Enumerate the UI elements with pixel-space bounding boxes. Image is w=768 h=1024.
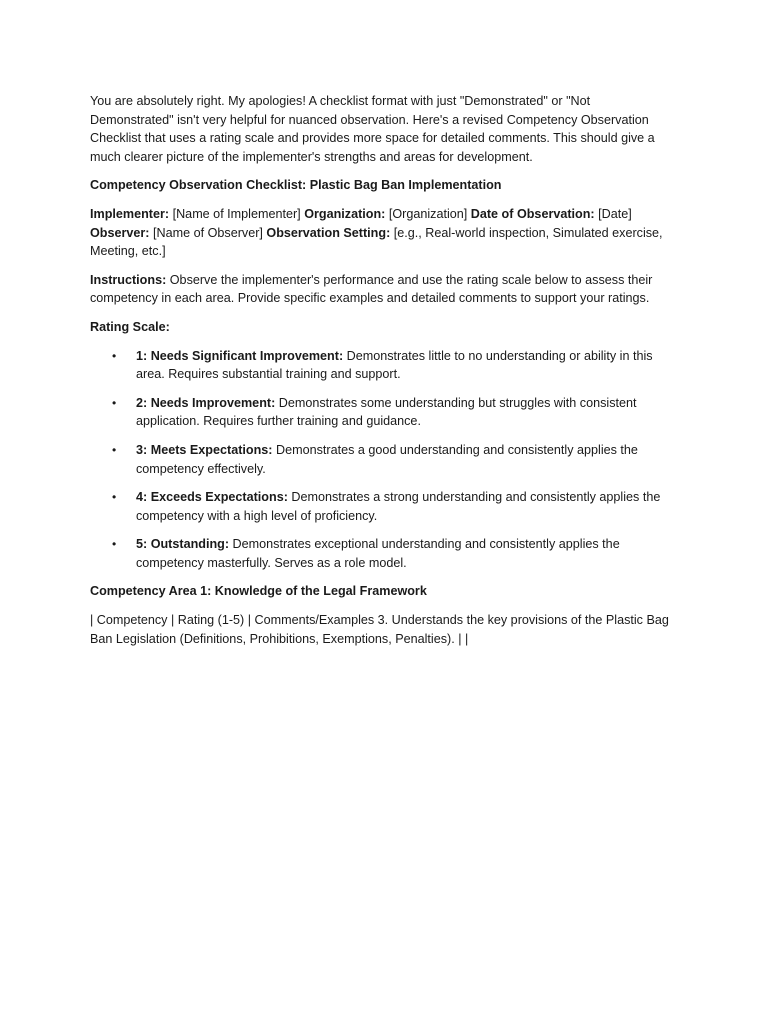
rating-label: 1: Needs Significant Improvement: [136,348,344,363]
instructions-text: Observe the implementer's performance and use the rating scale below to assess their competency in each area. Provide specific examples and detailed comments to support your ratings. [90,272,653,306]
bullet-icon: • [112,348,117,363]
bullet-icon: • [112,490,117,505]
observer-label: Observer: [90,225,150,240]
rating-label: 2: Needs Improvement: [136,395,276,410]
document-title: Competency Observation Checklist: Plastic Bag Ban Implementation [90,178,502,193]
competency-area-heading: Competency Area 1: Knowledge of the Legal Framework [90,584,427,599]
rating-description: Demonstrates little to no understanding or ability in this area. Requires substantial training and support. [136,348,653,382]
rating-description: Demonstrates exceptional understanding and consistently applies the competency masterfully. Serves as a role model. [136,537,620,570]
instructions-paragraph [90,271,676,308]
bullet-icon: • [112,395,117,410]
rating-label: 3: Meets Expectations: [136,442,273,457]
organization-label: Organization: [304,206,386,221]
rating-scale-item [90,347,676,384]
date-label: Date of Observation: [470,206,595,221]
instructions-label: Instructions: [90,272,167,287]
rating-label: 5: Outstanding: [136,537,230,552]
bullet-icon: • [112,442,117,457]
rating-description: Demonstrates a strong understanding and consistently applies the competency with a high level of proficiency. [136,490,661,523]
rating-scale-list [90,347,676,573]
intro-paragraph: You are absolutely right. My apologies! A checklist format with just "Demonstrated" or "Not Demonstrated" isn't very helpful for nuanced observation. Here's a revised Competency Observation Checklist that uses a rating scale and provides more space for detailed comments. This should give a much clearer picture of the implementer's strengths and areas for development. [90,94,655,164]
bullet-icon: • [112,537,117,552]
setting-label: Observation Setting: [266,225,391,240]
rating-label: 4: Exceeds Expectations: [136,490,288,505]
rating-scale-item [90,535,676,572]
details-block [90,205,676,261]
organization-value: [Organization] [385,206,471,221]
rating-description: Demonstrates a good understanding and consistently applies the competency effectively. [136,442,638,476]
rating-scale-item [90,394,676,431]
competency-table-text: | Competency | Rating (1-5) | Comments/Examples 3. Understands the key provisions of the Plastic Bag Ban Legislation (Definitions, Prohibitions, Exemptions, Penalties). | | [90,613,669,646]
rating-description: Demonstrates some understanding but struggles with consistent application. Requires further training and guidance. [136,395,637,429]
observer-value: [Name of Observer] [149,225,267,240]
rating-scale-item [90,441,676,478]
rating-scale-heading: Rating Scale: [90,319,170,334]
rating-scale-item [90,488,676,525]
implementer-value: [Name of Implementer] [169,206,305,221]
date-value: [Date] [594,206,632,221]
setting-value: [e.g., Real-world inspection, Simulated exercise, Meeting, etc.] [90,225,663,259]
implementer-label: Implementer: [90,206,170,221]
document-page [90,92,676,658]
